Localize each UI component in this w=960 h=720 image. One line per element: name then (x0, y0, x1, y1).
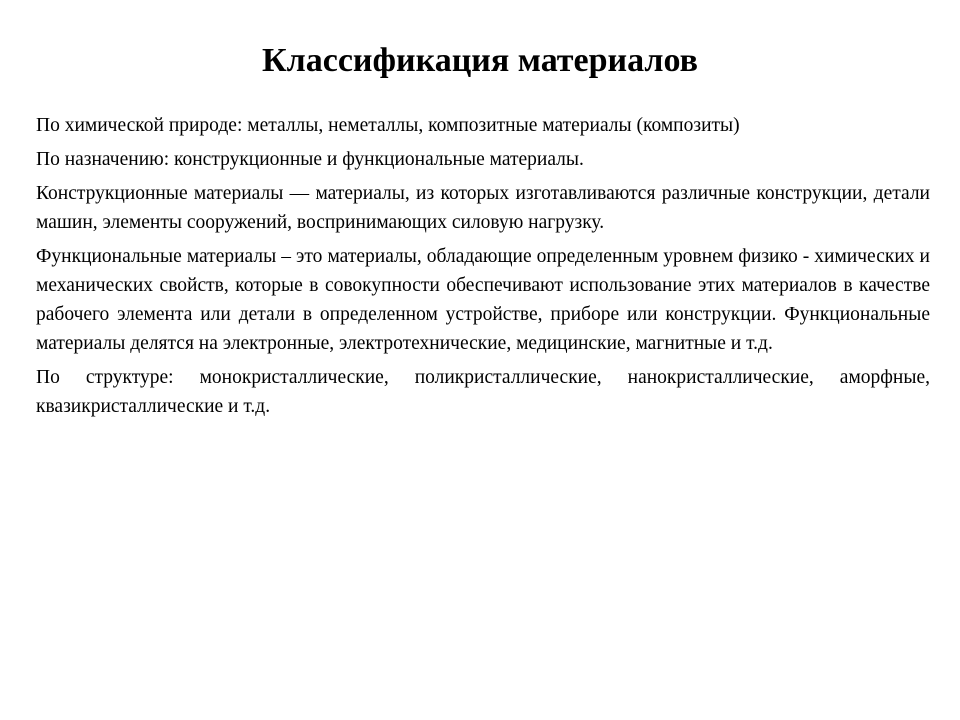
paragraph-structural-materials: Конструкционные материалы — материалы, из которых изготавливаются различные конструкции, детали машин, элементы сооружений, воспринимающих силовую нагрузку. (36, 183, 930, 233)
paragraph-purpose: По назначению: конструкционные и функциональные материалы. (36, 149, 584, 170)
slide-title: Классификация материалов (262, 42, 698, 79)
paragraph-structure: По структуре: монокристаллические, поликристаллические, нанокристаллические, аморфные, квазикристаллические и т.д. (36, 367, 930, 417)
paragraph-functional-materials: Функциональные материалы – это материалы, обладающие определенным уровнем физико - химических и механических свойств, которые в совокупности обеспечивают использование этих материалов в качестве рабочего элемента или детали в определенном устройстве, приборе или конструкции. Функциональные материалы делятся на электронные, электротехнические, медицинские, магнитные и т.д. (36, 246, 930, 354)
paragraph-chemical-nature: По химической природе: металлы, неметаллы, композитные материалы (композиты) (36, 115, 740, 136)
slide-body (36, 111, 930, 426)
